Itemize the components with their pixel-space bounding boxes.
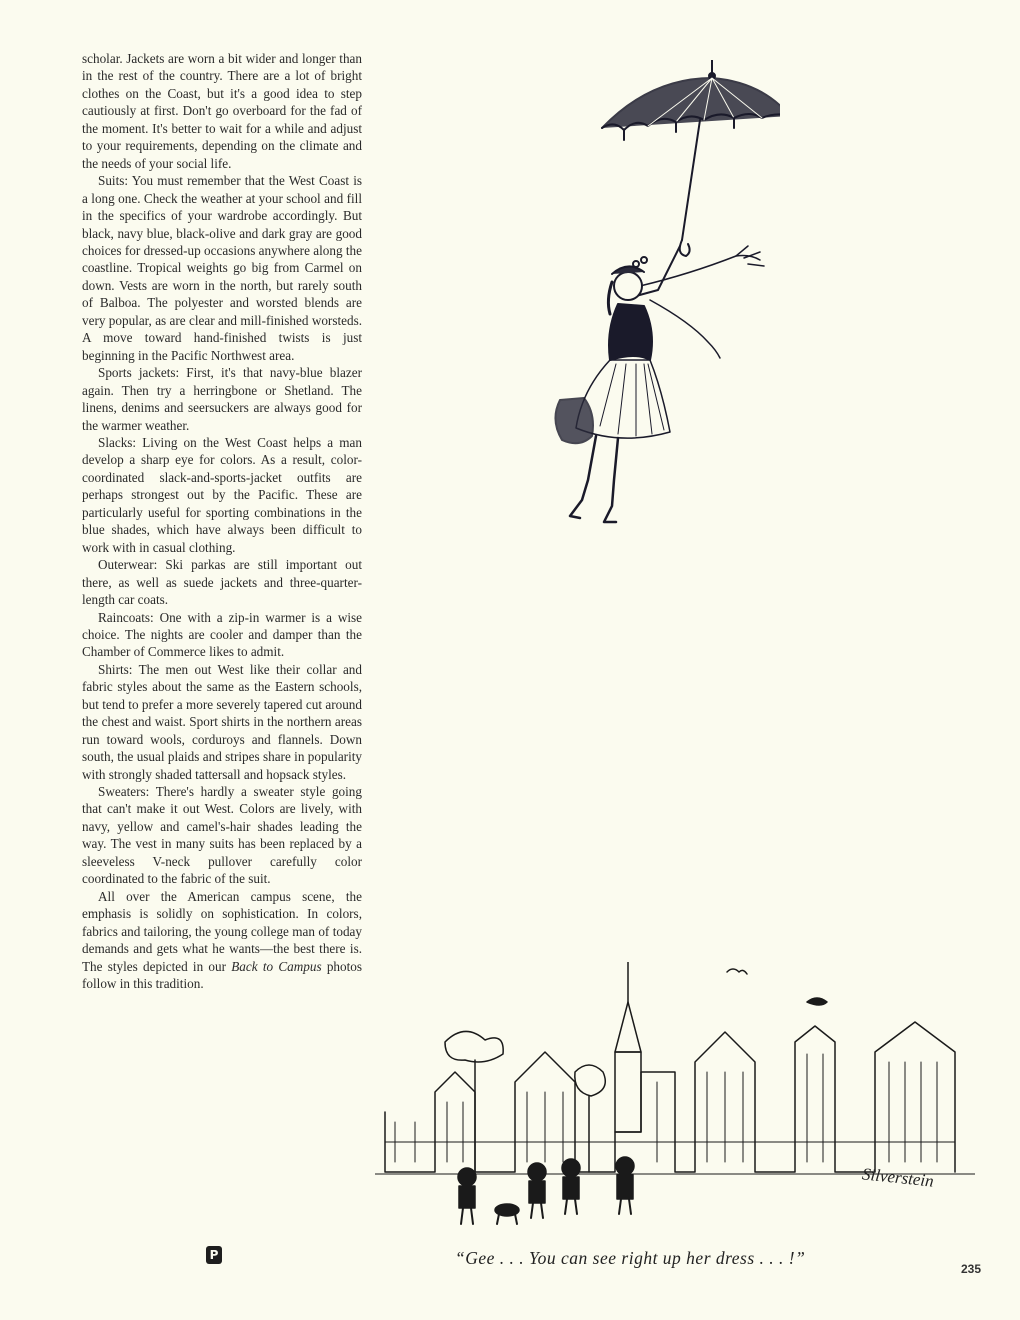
page-number: 235	[961, 1262, 982, 1276]
article-paragraph: scholar. Jackets are worn a bit wider and longer than in the rest of the country. There are a lot of bright clothes on the Coast, but it's a good idea to step cautiously at first. Don't go overboard for the fad of the moment. It's better to wait for a while and adjust to your requirements, depending on the climate and the needs of your social life.	[82, 51, 362, 171]
back-to-campus-title: Back to Campus	[231, 958, 322, 974]
last-paragraph-text: All over the American campus scene, the emphasis is solidly on sophistication. In colors, fabrics and tailoring, the young college man of today demands and gets what he wants—the best there is. The styles depicted in our	[82, 888, 362, 974]
article-paragraph: Outerwear: Ski parkas are still important out there, as well as suede jackets and three-quarter-length car coats.	[82, 557, 362, 608]
last-paragraph-end: photos follow in this tradition.	[82, 958, 362, 992]
artist-signature: Silverstein	[861, 1164, 935, 1191]
article-column	[82, 50, 362, 992]
article-paragraph: Raincoats: One with a zip-in warmer is a wise choice. The nights are cooler and damper than the Chamber of Commerce likes to admit.	[82, 609, 362, 660]
bunny-end-mark-icon: P	[206, 1246, 222, 1264]
article-paragraph-last	[82, 888, 362, 993]
article-paragraph: Shirts: The men out West like their collar and fabric styles about the same as the Eastern schools, but tend to prefer a more severely tapered cut around the chest and waist. Sport shirts in the northern areas run toward wools, corduroys and flannels. Down south, the usual plaids and stripes share in popularity with strongly shaded tattersall and hopsack styles.	[82, 661, 362, 782]
article-paragraph: Sports jackets: First, it's that navy-blue blazer again. Then try a herringbone or Shetland. The linens, denims and seersuckers are always good for the warmer weather.	[82, 365, 362, 433]
article-paragraph: Sweaters: There's hardly a sweater style going that can't make it out West. Colors are lively, with navy, yellow and camel's-hair shades leading the way. The vest in many suits has been replaced by a sleeveless V-neck pullover carefully color coordinated to the fabric of the suit.	[82, 784, 362, 887]
article-paragraph: Suits: You must remember that the West Coast is a long one. Check the weather at your school and fill in the specifics of your wardrobe accordingly. But black, navy blue, black-olive and dark gray are good choices for dressed-up occasions anywhere along the coastline. Tropical weights go big from Carmel on down. Vests are worn in the north, but rarely south of Balboa. The polyester and worsted blends are very popular, as are clear and mill-finished worsteds. A move toward hand-finished twists is just beginning in the Pacific Northwest area.	[82, 173, 362, 363]
umbrella-woman-illustration	[540, 60, 780, 540]
cartoon-caption: “Gee . . . You can see right up her dress . . . !”	[455, 1248, 806, 1268]
article-paragraph: Slacks: Living on the West Coast helps a man develop a sharp eye for colors. As a result, color-coordinated slack-and-sports-jacket outfits are perhaps strongest out by the Pacific. These are particularly useful for sporting combinations in the blue shades, which have always been difficult to work with in casual clothing.	[82, 434, 362, 555]
campus-skyline-illustration	[375, 962, 975, 1237]
